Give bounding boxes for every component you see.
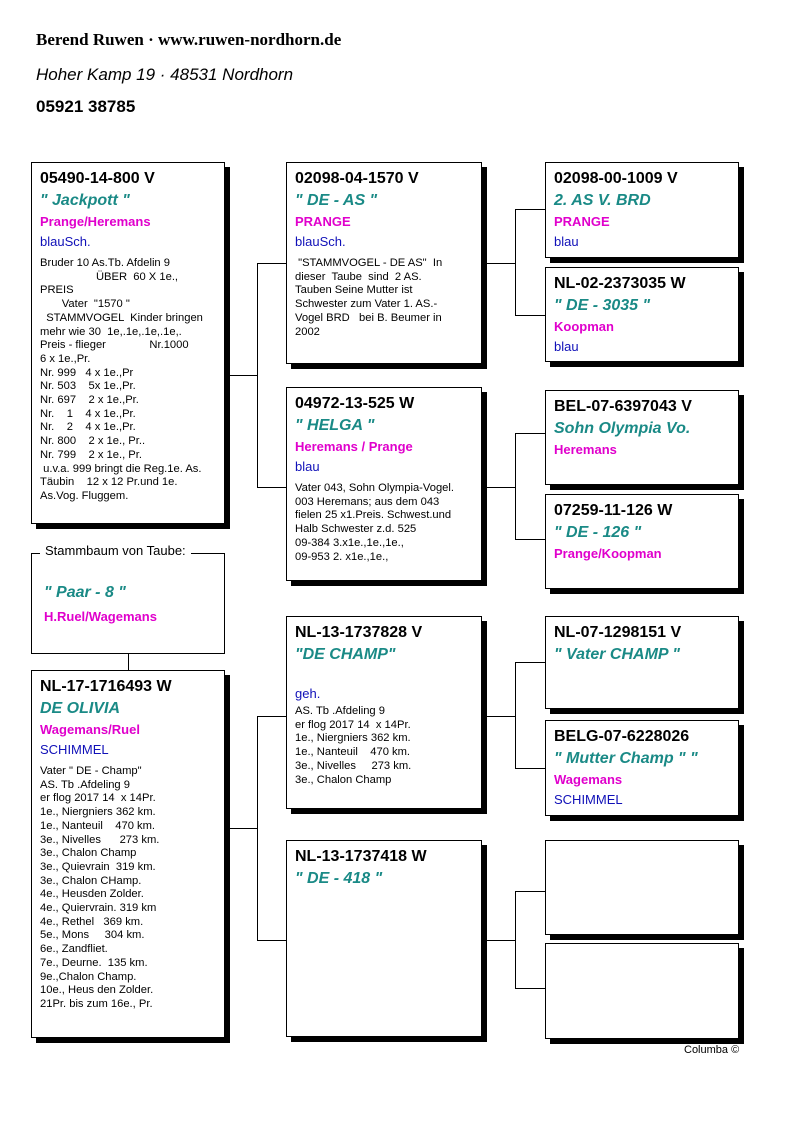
pigeon-name: " HELGA " [295,417,375,434]
connector-line [257,716,258,941]
notes: Bruder 10 As.Tb. Afdelin 9 ÜBER 60 X 1e., PREIS Vater "1570 " STAMMVOGEL Kinder bringen mehr wie 30 1e,.1e,.1e,.1e,. Preis - flieger Nr.1000 6 x 1e.,Pr. Nr. 999 4 x 1e.,Pr Nr. 503 5x 1e.,Pr. Nr. 697 2 x 1e.,Pr. Nr. 1 4 x 1e.,Pr. Nr. 2 4 x 1e.,Pr. Nr. 800 2 x 1e., Pr.. Nr. 799 2 x 1e., Pr. u.v.a. 999 bringt die Reg.1e. As. Täubin 12 x 12 Pr.und 1e. As.Vog. Fluggem. [40,257,203,502]
breeder: Heremans / Prange [295,439,413,454]
connector-line [515,891,516,989]
connector-line [482,940,515,941]
ring-number: NL-13-1737828 V [295,624,423,641]
footer-credit: Columba © [684,1044,740,1056]
stammbaum-breeder: H.Ruel/Wagemans [44,609,157,624]
connector-line [257,263,258,488]
breeder-address: Hoher Kamp 19 · 48531 Nordhorn [36,65,294,84]
pigeon-name: " DE - 418 " [295,870,383,887]
color: geh. [295,686,321,701]
pigeon-name: DE OLIVIA [40,700,121,717]
sdd-card [545,494,739,589]
breeder: PRANGE [554,214,610,229]
connector-line [515,988,545,989]
sds-card [545,390,739,485]
color: SCHIMMEL [554,792,623,807]
pigeon-name: " Vater CHAMP " [554,646,681,663]
connector-line [482,487,515,488]
dam-dam-card [286,840,482,1037]
connector-line [482,263,515,264]
color: blau [295,459,320,474]
stammbaum-box [31,553,225,654]
sire-dam-card [286,387,482,581]
connector-line [515,891,545,892]
breeder: Prange/Heremans [40,214,151,229]
stammbaum-label: Stammbaum von Taube: [40,543,191,558]
pigeon-name: " Jackpott " [40,192,130,209]
breeder: Prange/Koopman [554,546,662,561]
stammbaum-name: " Paar - 8 " [44,584,126,601]
connector-line [515,662,545,663]
dss-card [545,616,739,709]
breeder: Wagemans [554,772,623,787]
color: blauSch. [40,234,91,249]
connector-line [225,375,257,376]
connector-line [128,654,129,670]
connector-line [257,487,286,488]
ddd-card [545,943,739,1039]
ring-number: 07259-11-126 W [554,502,673,519]
connector-line [225,828,257,829]
breeder: Wagemans/Ruel [40,722,140,737]
connector-line [515,209,545,210]
ring-number: BELG-07-6228026 [554,728,690,745]
connector-line [515,209,516,316]
connector-line [257,716,286,717]
color: blauSch. [295,234,346,249]
pigeon-name: " DE - AS " [295,192,378,209]
dsd-card [545,720,739,816]
color: blau [554,234,579,249]
color: blau [554,339,579,354]
pigeon-name: " DE - 126 " [554,524,642,541]
notes: Vater " DE - Champ" AS. Tb .Afdeling 9 er flog 2017 14 x 14Pr. 1e., Niergniers 362 km. 1e., Nanteuil 470 km. 3e., Nivelles 273 km. 3e., Chalon Champ 3e., Quievrain 319 km. 3e., Chalon CHamp. 4e., Heusden Zolder. 4e., Quiervrain. 319 km 4e., Rethel 369 km. 5e., Mons 304 km. 6e., Zandfliet. 7e., Deurne. 135 km. 9e.,Chalon Champ. 10e., Heus den Zolder. 21Pr. bis zum 16e., Pr. [40,765,160,1010]
connector-line [515,662,516,769]
pigeon-name: " Mutter Champ " " [554,750,698,767]
ring-number: 02098-00-1009 V [554,170,678,187]
connector-line [257,940,286,941]
connector-line [482,716,515,717]
pigeon-name: Sohn Olympia Vo. [554,420,691,437]
dam-card [31,670,225,1038]
color: SCHIMMEL [40,742,109,757]
pigeon-name: 2. AS V. BRD [554,192,651,209]
ssd-card [545,267,739,362]
connector-line [515,768,545,769]
ring-number: NL-07-1298151 V [554,624,682,641]
sss-card [545,162,739,258]
connector-line [515,315,545,316]
ring-number: NL-13-1737418 W [295,848,427,865]
breeder: Heremans [554,442,617,457]
breeder-phone: 05921 38785 [36,97,136,116]
connector-line [515,433,545,434]
ring-number: 02098-04-1570 V [295,170,419,187]
pigeon-name: "DE CHAMP" [295,646,396,663]
dds-card [545,840,739,935]
ring-number: 04972-13-525 W [295,395,415,412]
connector-line [515,433,516,540]
breeder: PRANGE [295,214,351,229]
breeder-name-website: Berend Ruwen · www.ruwen-nordhorn.de [36,30,342,49]
ring-number: NL-17-1716493 W [40,678,172,695]
ring-number: BEL-07-6397043 V [554,398,692,415]
connector-line [257,263,286,264]
notes: "STAMMVOGEL - DE AS" In dieser Taube sind 2 AS. Tauben Seine Mutter ist Schwester zum Vater 1. AS.- Vogel BRD bei B. Beumer in 2002 [295,257,443,338]
notes: AS. Tb .Afdeling 9 er flog 2017 14 x 14Pr. 1e., Niergniers 362 km. 1e., Nanteuil 470 km. 3e., Nivelles 273 km. 3e., Chalon Champ [295,705,412,786]
notes: Vater 043, Sohn Olympia-Vogel. 003 Heremans; aus dem 043 fielen 25 x1.Preis. Schwest.und Halb Schwester z.d. 525 09-384 3.x1e.,1e.,1e., 09-953 2. x1e.,1e., [295,482,454,563]
breeder: Koopman [554,319,614,334]
dam-sire-card [286,616,482,809]
sire-sire-card [286,162,482,364]
ring-number: NL-02-2373035 W [554,275,686,292]
pigeon-name: " DE - 3035 " [554,297,651,314]
sire-card [31,162,225,524]
ring-number: 05490-14-800 V [40,170,155,187]
connector-line [515,539,545,540]
